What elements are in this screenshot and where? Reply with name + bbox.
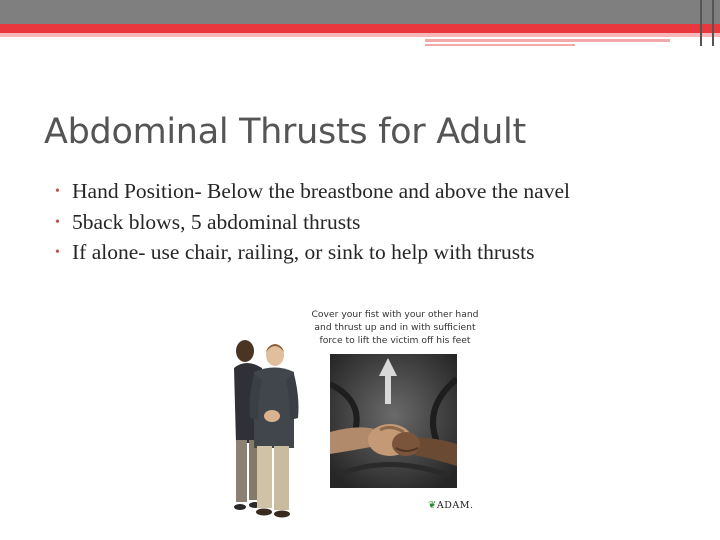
decorative-line (425, 39, 670, 42)
decorative-line (425, 44, 575, 46)
heimlich-illustration (228, 300, 493, 520)
caption-line: and thrust up and in with sufficient (314, 322, 476, 333)
slide-title: Abdominal Thrusts for Adult (44, 112, 526, 152)
brand-text: ADAM. (436, 500, 474, 511)
bullet-item: • 5back blows, 5 abdominal thrusts (55, 211, 665, 235)
bullet-item: • If alone- use chair, railing, or sink to help with thrusts (55, 241, 665, 265)
rescuer-and-victim-figure (228, 328, 308, 523)
leaf-icon: ❦ (428, 500, 437, 511)
brand-logo (428, 500, 473, 511)
hands-closeup-icon (330, 354, 457, 488)
top-pink-bar (0, 33, 720, 37)
bullet-list (55, 180, 665, 272)
closeup-hands-photo (330, 354, 457, 488)
corner-mark (712, 0, 714, 46)
bullet-item: • Hand Position- Below the breastbone and above the navel (55, 180, 665, 204)
top-gray-bar (0, 0, 720, 24)
caption-line: force to lift the victim off his feet (319, 335, 471, 346)
corner-mark (700, 0, 702, 46)
caption-line: Cover your fist with your other hand (311, 309, 479, 320)
top-red-bar (0, 24, 720, 33)
illustration-caption (300, 308, 490, 347)
